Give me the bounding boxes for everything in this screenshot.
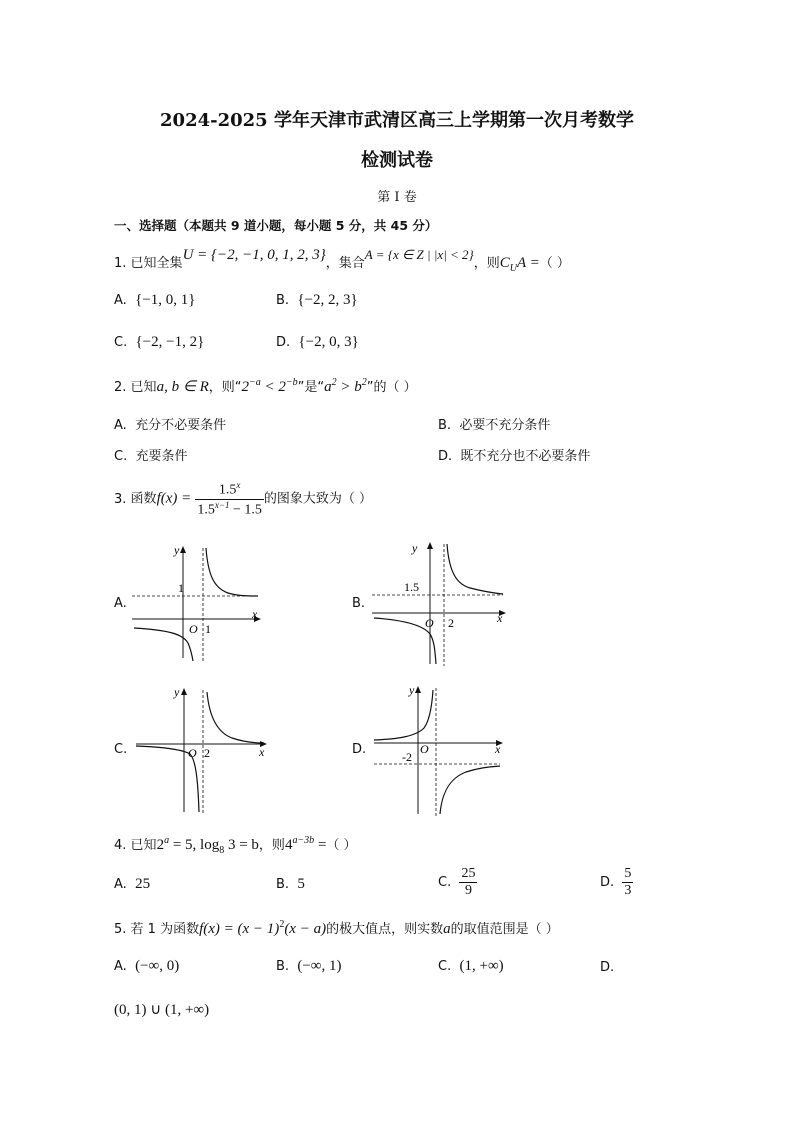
curve-left xyxy=(134,628,193,661)
section-heading: 一、选择题（本题共 9 道小题，每小题 5 分，共 45 分） xyxy=(114,218,438,233)
math-function: f(x) = xyxy=(156,490,192,507)
q4-option-a[interactable]: A. 25 xyxy=(114,876,151,892)
q2-option-b[interactable]: B. 必要不充分条件 xyxy=(438,418,551,433)
math-set-u: U = {−2, −1, 0, 1, 2, 3} xyxy=(182,247,326,263)
x-tick-label: 2 xyxy=(204,746,210,760)
q5-option-a[interactable]: A. (−∞, 0) xyxy=(114,958,180,974)
q2-option-a[interactable]: A. 充分不必要条件 xyxy=(114,418,227,433)
graph-d[interactable] xyxy=(370,680,510,818)
q3-option-d-label[interactable]: D. xyxy=(352,742,367,757)
math-complement: $C_UA$ = xyxy=(499,255,540,274)
q4-option-b[interactable]: B. 5 xyxy=(276,876,305,892)
q5-option-c[interactable]: C. (1, +∞) xyxy=(438,958,504,974)
question-number: 4. xyxy=(114,838,127,853)
answer-blank: （ ） xyxy=(539,256,570,271)
question-1 xyxy=(114,247,570,274)
q4-option-c[interactable]: C. $\frac{25}{9}$ xyxy=(438,866,476,898)
curve-left xyxy=(374,690,433,740)
y-tick-label: -2 xyxy=(402,750,412,764)
curve-right xyxy=(206,548,258,596)
origin-label: O xyxy=(425,616,434,630)
math-inequality-1: $2^{-a} < 2^{-b}$ xyxy=(241,377,298,395)
math-expression: $4^{a-3b}$ = xyxy=(284,835,327,853)
question-text: ，则 xyxy=(473,256,500,271)
curve-right xyxy=(440,766,500,814)
x-tick-label: 1 xyxy=(205,622,211,636)
q5-option-d-text[interactable]: (0, 1) ∪ (1, +∞) xyxy=(114,1002,210,1018)
question-text: ，则 xyxy=(258,838,285,853)
question-text: 若 1 为函数 xyxy=(130,922,200,937)
graph-a[interactable] xyxy=(128,540,268,665)
x-axis-label: x xyxy=(252,607,258,621)
y-axis-label: y xyxy=(409,683,415,697)
y-tick-label: 1 xyxy=(178,581,184,595)
question-text: ”的（ ） xyxy=(366,380,417,395)
x-axis-label: x xyxy=(259,745,265,759)
question-number: 5. xyxy=(114,922,127,937)
question-text: ，集合 xyxy=(325,256,365,271)
question-text: 已知 xyxy=(130,838,157,853)
q5-option-b[interactable]: B. (−∞, 1) xyxy=(276,958,342,974)
curve-right xyxy=(447,544,503,594)
math-variable: a xyxy=(443,921,451,937)
q1-option-b[interactable]: B. {−2, 2, 3} xyxy=(276,292,358,308)
y-axis-label: y xyxy=(412,541,418,555)
x-axis-label: x xyxy=(495,742,501,756)
q2-option-d[interactable]: D. 既不充分也不必要条件 xyxy=(438,449,591,464)
q3-option-c-label[interactable]: C. xyxy=(114,742,128,757)
question-number: 3. xyxy=(114,491,127,507)
question-2 xyxy=(114,376,417,396)
question-text: 的图象大致为（ ） xyxy=(263,491,373,507)
answer-blank: （ ） xyxy=(326,838,357,853)
q4-option-d[interactable]: D. $\frac{5}{3}$ xyxy=(600,866,632,898)
question-text: 的极大值点，则实数 xyxy=(326,922,444,937)
page-title-line1: 2024-2025 学年天津市武清区高三上学期第一次月考数学 xyxy=(160,110,634,131)
math-set-a: A = {x ∈ Z | |x| < 2} xyxy=(364,247,474,262)
question-text: 已知 xyxy=(130,380,157,395)
question-number: 1. xyxy=(114,256,127,271)
y-tick-label: 1.5 xyxy=(404,580,419,594)
volume-label: 第 I 卷 xyxy=(377,190,417,205)
math-fraction: $\frac{1.5^x}{1.5^{x-1} - 1.5}$ xyxy=(197,480,262,518)
math-condition: $2^a = 5$, $\log_8 3 = b$ xyxy=(156,835,259,856)
math-condition: a, b ∈ R xyxy=(156,379,209,395)
math-function: $f(x) = (x - 1)^2(x - a)$ xyxy=(199,919,327,937)
question-text: 函数 xyxy=(130,491,157,507)
question-text: 的取值范围是（ ） xyxy=(450,922,559,937)
q3-option-b-label[interactable]: B. xyxy=(352,596,366,611)
origin-label: O xyxy=(420,742,429,756)
q5-option-d-label[interactable]: D. xyxy=(600,960,615,975)
origin-label: O xyxy=(189,622,198,636)
q1-option-c[interactable]: C. {−2, −1, 2} xyxy=(114,334,205,350)
page-title-line2: 检测试卷 xyxy=(361,150,433,171)
math-inequality-2: $a^2 > b^2$ xyxy=(324,377,367,395)
q1-option-a[interactable]: A. {−1, 0, 1} xyxy=(114,292,196,308)
curve-right xyxy=(207,692,264,743)
question-text: 已知全集 xyxy=(130,256,183,271)
question-text: ”是“ xyxy=(297,380,325,395)
question-text: ，则“ xyxy=(208,380,242,395)
origin-label: O xyxy=(188,746,197,760)
q2-option-c[interactable]: C. 充要条件 xyxy=(114,449,188,464)
question-3 xyxy=(114,480,372,518)
question-number: 2. xyxy=(114,380,127,395)
q1-option-d[interactable]: D. {−2, 0, 3} xyxy=(276,334,359,350)
question-4 xyxy=(114,834,357,856)
y-axis-label: y xyxy=(174,543,180,557)
y-axis-label: y xyxy=(174,685,180,699)
graph-c[interactable] xyxy=(132,682,274,817)
x-tick-label: 2 xyxy=(448,616,454,630)
q3-option-a-label[interactable]: A. xyxy=(114,596,127,611)
graph-b[interactable] xyxy=(368,536,513,668)
x-axis-label: x xyxy=(497,611,503,625)
question-5 xyxy=(114,918,559,938)
